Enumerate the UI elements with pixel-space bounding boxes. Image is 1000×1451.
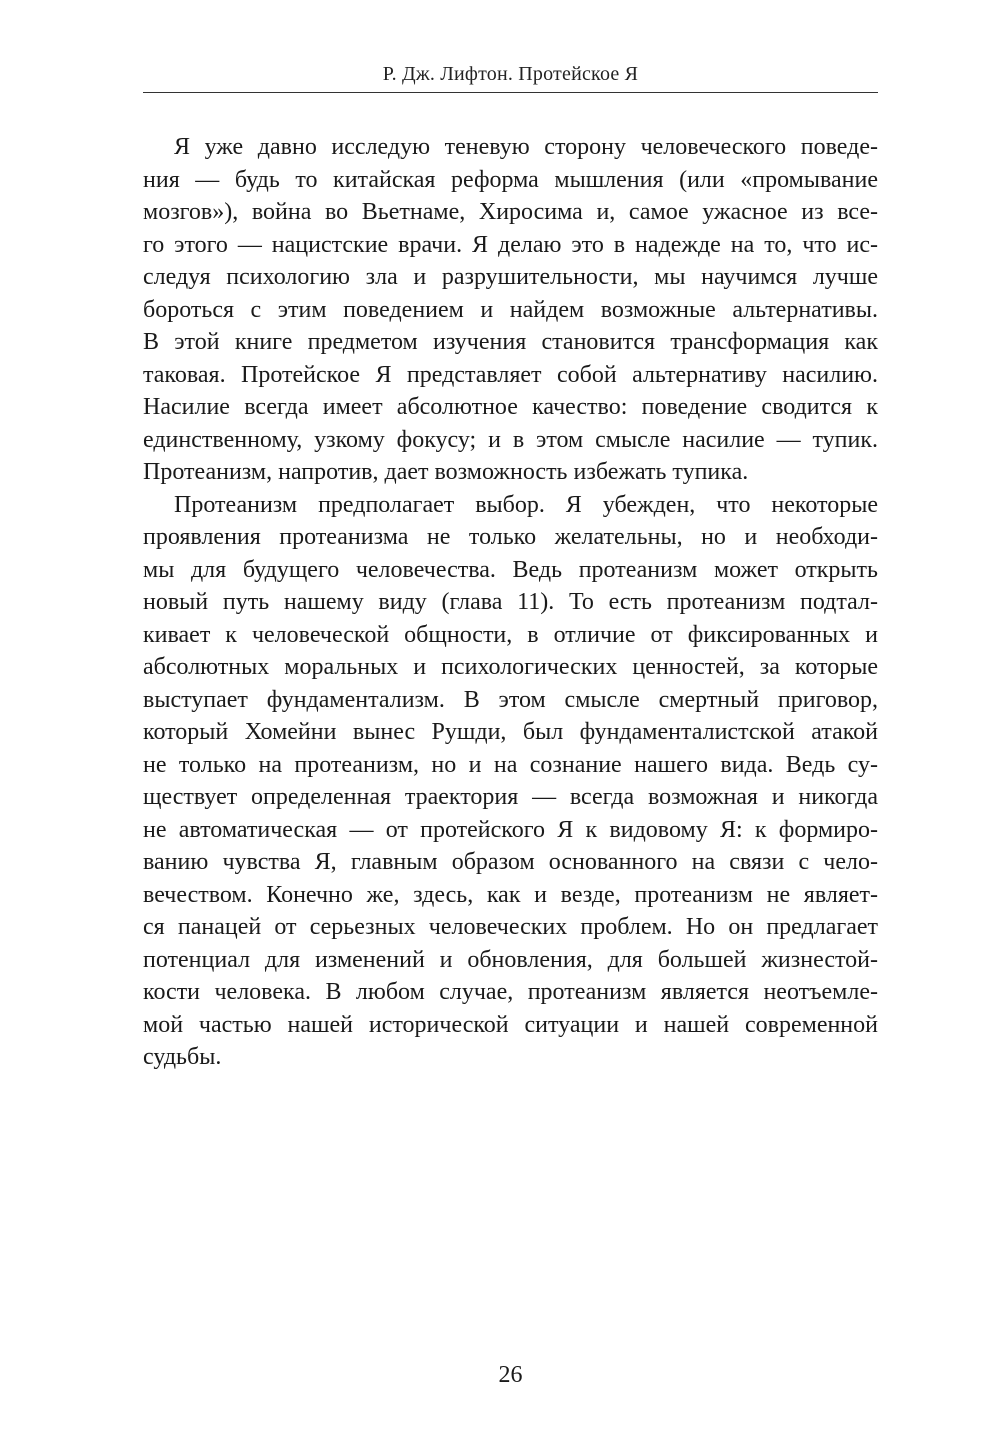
text-line: не автоматическая — от протейского Я к видовому Я: к формиро- <box>143 816 878 843</box>
text-line: В этой книге предметом изучения становится трансформация как <box>143 329 878 355</box>
text-line: Насилие всегда имеет абсолютное качество: поведение сводится к <box>143 394 878 420</box>
text-line: следуя психологию зла и разрушительности, мы научимся лучше <box>143 264 878 290</box>
text-line: не только на протеанизм, но и на сознание нашего вида. Ведь су- <box>143 751 878 778</box>
text-line: Протеанизм предполагает выбор. Я убежден, что некоторые <box>174 491 878 518</box>
text-line: го этого — нацистские врачи. Я делаю это в надежде на то, что ис- <box>143 231 878 258</box>
text-line: ществует определенная траектория — всегда возможная и никогда <box>143 784 878 810</box>
text-line: кивает к человеческой общности, в отличие от фиксированных и <box>143 621 878 648</box>
text-line: судьбы. <box>143 1044 222 1070</box>
text-line: мой частью нашей исторической ситуации и нашей современной <box>143 1011 878 1038</box>
text-line: проявления протеанизма не только желательны, но и необходи- <box>143 524 878 550</box>
text-line: мозгов»), война во Вьетнаме, Хиросима и, самое ужасное из все- <box>143 199 878 225</box>
text-line: потенциал для изменений и обновления, для большей жизнестой- <box>143 946 878 973</box>
text-line: ванию чувства Я, главным образом основанного на связи с чело- <box>143 849 878 875</box>
running-header: Р. Дж. Лифтон. Протейское Я <box>382 63 639 85</box>
text-line: единственному, узкому фокусу; и в этом смысле насилие — тупик. <box>143 426 878 453</box>
text-line: таковая. Протейское Я представляет собой альтернативу насилию. <box>143 361 878 388</box>
text-line: вечеством. Конечно же, здесь, как и везде, протеанизм не являет- <box>143 881 878 908</box>
text-line: выступает фундаментализм. В этом смысле смертный приговор, <box>143 686 878 713</box>
page-number: 26 <box>498 1362 523 1388</box>
body-text <box>143 131 878 1074</box>
text-line: ния — будь то китайская реформа мышления (или «промывание <box>143 166 878 193</box>
text-line: мы для будущего человечества. Ведь протеанизм может открыть <box>143 556 878 583</box>
text-line: который Хомейни вынес Рушди, был фундаменталистской атакой <box>143 719 878 745</box>
text-line: Я уже давно исследую теневую сторону человеческого поведе- <box>174 134 878 160</box>
text-line: новый путь нашему виду (глава 11). То есть протеанизм подтал- <box>143 589 878 615</box>
paragraph <box>143 489 878 1074</box>
text-line: ся панацей от серьезных человеческих проблем. Но он предлагает <box>143 914 878 940</box>
header-rule <box>143 92 878 93</box>
text-line: Протеанизм, напротив, дает возможность избежать тупика. <box>143 459 749 485</box>
text-line: кости человека. В любом случае, протеанизм является неотъемле- <box>143 979 878 1005</box>
text-line: бороться с этим поведением и найдем возможные альтернативы. <box>143 296 878 323</box>
text-line: абсолютных моральных и психологических ценностей, за которые <box>143 654 878 680</box>
paragraph <box>143 131 878 489</box>
